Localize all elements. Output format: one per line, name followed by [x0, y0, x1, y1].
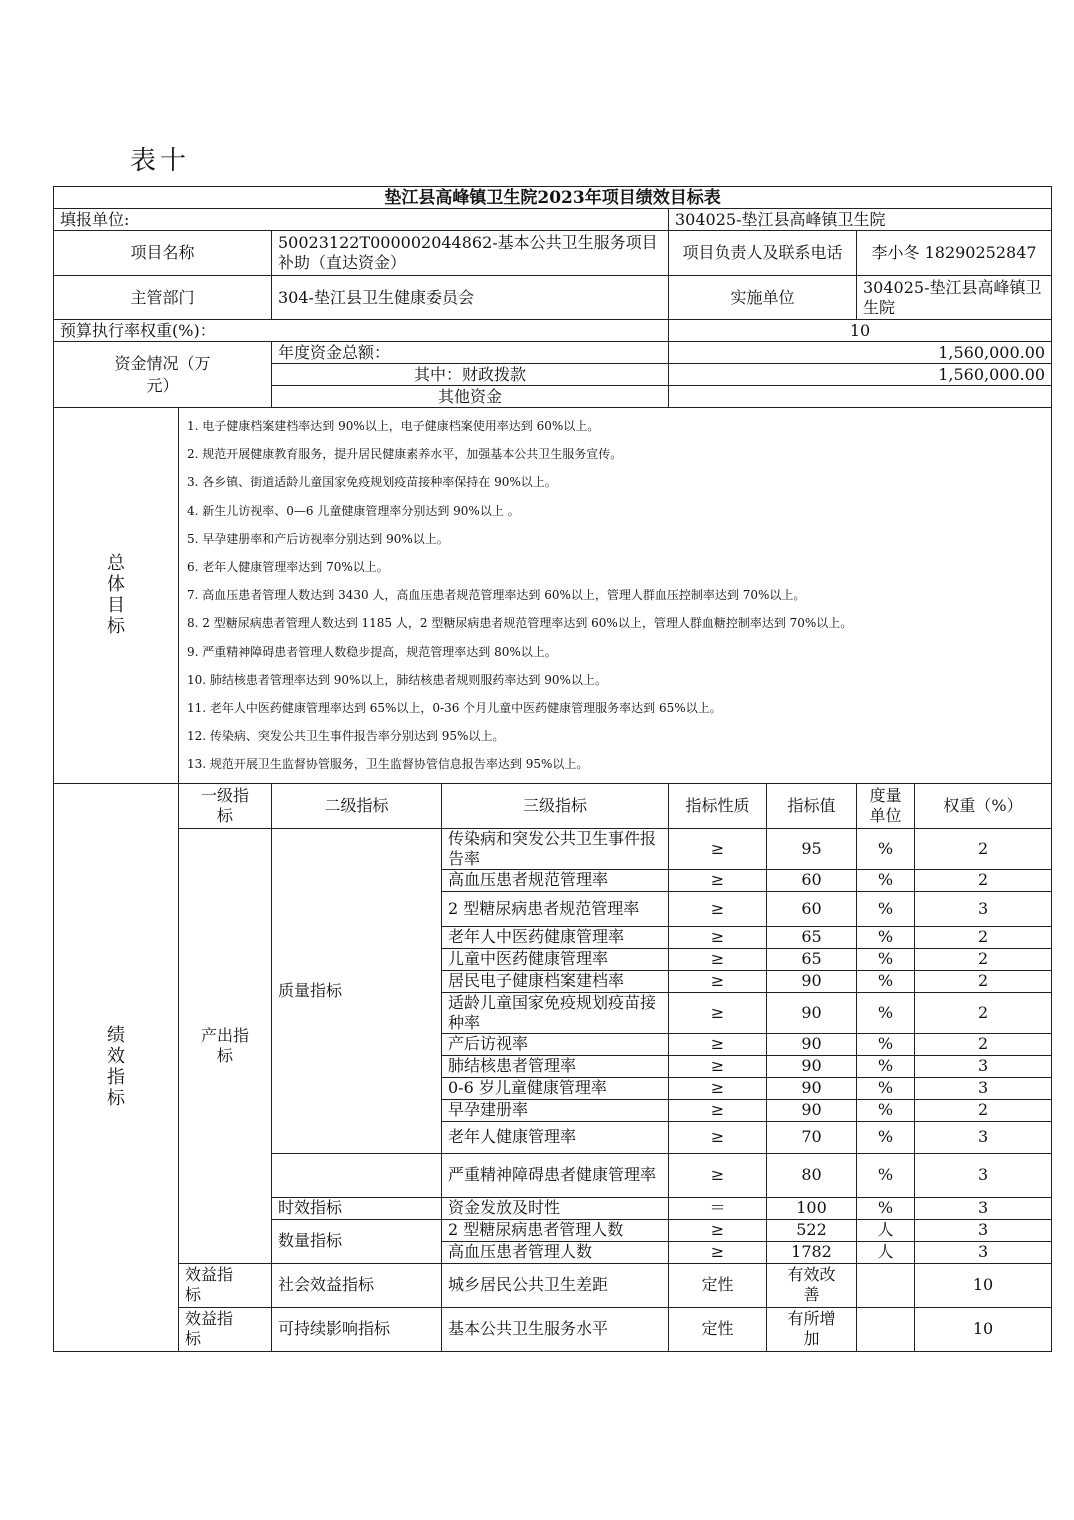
indicator-nature: ≥: [669, 992, 767, 1033]
indicator-name: 老年人中医药健康管理率: [442, 926, 669, 948]
fill-unit-value: 304025-垫江县高峰镇卫生院: [669, 209, 1052, 231]
indicator-value: 90: [767, 1033, 857, 1055]
indicator-weight: 2: [915, 992, 1052, 1033]
funds-fiscal-value: 1,560,000.00: [669, 364, 1052, 386]
indicator-unit: %: [857, 926, 915, 948]
indicator-nature: ＝: [669, 1197, 767, 1219]
indicator-nature: 定性: [669, 1307, 767, 1351]
indicator-weight: 3: [915, 1055, 1052, 1077]
indicator-value: 95: [767, 828, 857, 869]
indicator-weight: 10: [915, 1307, 1052, 1351]
indicator-unit: %: [857, 1077, 915, 1099]
indicator-name: 城乡居民公共卫生差距: [442, 1263, 669, 1307]
benefit-indicator-label: 效益指标: [179, 1307, 272, 1351]
indicator-name: 老年人健康管理率: [442, 1121, 669, 1153]
header-unit: 度量单位: [857, 783, 915, 828]
indicator-value: 65: [767, 926, 857, 948]
goal-item: 6. 老年人健康管理率达到 70%以上。: [187, 560, 389, 575]
goal-item: 5. 早孕建册率和产后访视率分别达到 90%以上。: [187, 531, 449, 546]
indicator-nature: ≥: [669, 970, 767, 992]
indicator-name: 儿童中医药健康管理率: [442, 948, 669, 970]
indicator-name: 2 型糖尿病患者规范管理率: [442, 891, 669, 926]
indicator-weight: 3: [915, 1219, 1052, 1241]
indicator-name: 早孕建册率: [442, 1099, 669, 1121]
perf-indicators-label: 绩效指标: [54, 783, 179, 1351]
indicator-value: 1782: [767, 1241, 857, 1263]
project-name-value: 50023122T000002044862-基本公共卫生服务项目补助（直达资金）: [272, 231, 669, 276]
header-level2: 二级指标: [272, 783, 442, 828]
indicator-unit: 人: [857, 1219, 915, 1241]
indicator-name: 居民电子健康档案建档率: [442, 970, 669, 992]
goal-item: 8. 2 型糖尿病患者管理人数达到 1185 人，2 型糖尿病患者规范管理率达到 60%以上，管理人群血糖控制率达到 70%以上。: [187, 616, 853, 631]
indicator-name: 0-6 岁儿童健康管理率: [442, 1077, 669, 1099]
project-leader-value: 李小冬 18290252847: [857, 231, 1052, 276]
impl-unit-value: 304025-垫江县高峰镇卫生院: [857, 276, 1052, 320]
indicator-value: 70: [767, 1121, 857, 1153]
indicator-value: 65: [767, 948, 857, 970]
indicator-name: 基本公共卫生服务水平: [442, 1307, 669, 1351]
time-indicator-label: 时效指标: [272, 1197, 442, 1219]
page-label: 表十: [130, 146, 191, 176]
quantity-indicator-label: 数量指标: [272, 1219, 442, 1263]
header-weight: 权重（%）: [915, 783, 1052, 828]
indicator-weight: 3: [915, 1121, 1052, 1153]
indicator-name: 2 型糖尿病患者管理人数: [442, 1219, 669, 1241]
indicator-unit: %: [857, 1099, 915, 1121]
indicator-weight: 2: [915, 1033, 1052, 1055]
goal-item: 10. 肺结核患者管理率达到 90%以上，肺结核患者规则服药率达到 90%以上。: [187, 672, 607, 687]
indicator-value: 90: [767, 992, 857, 1033]
indicator-weight: 3: [915, 1241, 1052, 1263]
indicator-value: 有效改善: [767, 1263, 857, 1307]
budget-weight-value: 10: [669, 320, 1052, 342]
indicator-name: 产后访视率: [442, 1033, 669, 1055]
indicator-weight: 3: [915, 1077, 1052, 1099]
goal-item: 13. 规范开展卫生监督协管服务，卫生监督协管信息报告率达到 95%以上。: [187, 757, 589, 772]
funds-other-label: 其他资金: [272, 386, 669, 408]
indicator-weight: 2: [915, 970, 1052, 992]
indicator-nature: ≥: [669, 1033, 767, 1055]
indicator-value: 90: [767, 1077, 857, 1099]
indicator-weight: 10: [915, 1263, 1052, 1307]
indicator-weight: 2: [915, 926, 1052, 948]
indicator-value: 80: [767, 1153, 857, 1197]
sustainable-impact-label: 可持续影响指标: [272, 1307, 442, 1351]
indicator-unit: %: [857, 891, 915, 926]
empty-level2-cell: [272, 1153, 442, 1197]
indicator-name: 传染病和突发公共卫生事件报告率: [442, 828, 669, 869]
goal-item: 12. 传染病、突发公共卫生事件报告率分别达到 95%以上。: [187, 729, 505, 744]
header-level3: 三级指标: [442, 783, 669, 828]
indicator-unit: %: [857, 970, 915, 992]
indicator-unit: %: [857, 948, 915, 970]
indicator-unit: 人: [857, 1241, 915, 1263]
indicator-name: 高血压患者管理人数: [442, 1241, 669, 1263]
indicator-unit: %: [857, 828, 915, 869]
funds-total-label: 年度资金总额：: [272, 342, 669, 364]
header-level1: 一级指标: [179, 783, 272, 828]
indicator-value: 90: [767, 1099, 857, 1121]
indicator-weight: 2: [915, 828, 1052, 869]
indicator-weight: 3: [915, 1153, 1052, 1197]
project-name-label: 项目名称: [54, 231, 272, 276]
indicator-name: 资金发放及时性: [442, 1197, 669, 1219]
indicator-nature: ≥: [669, 1099, 767, 1121]
indicator-value: 522: [767, 1219, 857, 1241]
indicator-value: 90: [767, 970, 857, 992]
funds-other-value: [669, 386, 1052, 408]
indicator-nature: ≥: [669, 891, 767, 926]
indicator-unit: %: [857, 1055, 915, 1077]
goal-item: 11. 老年人中医药健康管理率达到 65%以上，0-36 个月儿童中医药健康管理服务率达到 65%以上。: [187, 701, 722, 716]
goal-item: 3. 各乡镇、街道适龄儿童国家免疫规划疫苗接种率保持在 90%以上。: [187, 475, 557, 490]
funds-label: 资金情况（万元）: [54, 342, 272, 408]
indicator-unit: [857, 1263, 915, 1307]
funds-total-value: 1,560,000.00: [669, 342, 1052, 364]
indicator-weight: 2: [915, 1099, 1052, 1121]
goal-item: 9. 严重精神障碍患者管理人数稳步提高，规范管理率达到 80%以上。: [187, 644, 557, 659]
indicator-nature: ≥: [669, 1077, 767, 1099]
indicator-name: 肺结核患者管理率: [442, 1055, 669, 1077]
indicator-value: 有所增加: [767, 1307, 857, 1351]
project-leader-label: 项目负责人及联系电话: [669, 231, 857, 276]
indicator-nature: ≥: [669, 948, 767, 970]
indicator-value: 60: [767, 869, 857, 891]
budget-weight-label: 预算执行率权重(%)：: [54, 320, 669, 342]
indicator-value: 90: [767, 1055, 857, 1077]
impl-unit-label: 实施单位: [669, 276, 857, 320]
indicator-name: 高血压患者规范管理率: [442, 869, 669, 891]
indicator-name: 严重精神障碍患者健康管理率: [442, 1153, 669, 1197]
indicator-nature: ≥: [669, 1241, 767, 1263]
goal-item: 1. 电子健康档案建档率达到 90%以上，电子健康档案使用率达到 60%以上。: [187, 419, 600, 433]
header-value: 指标值: [767, 783, 857, 828]
indicator-weight: 2: [915, 948, 1052, 970]
indicator-unit: [857, 1307, 915, 1351]
indicator-weight: 3: [915, 1197, 1052, 1219]
indicator-unit: %: [857, 1153, 915, 1197]
indicator-weight: 2: [915, 869, 1052, 891]
performance-target-table: [53, 186, 1052, 1352]
indicator-nature: 定性: [669, 1263, 767, 1307]
table-title: 垫江县高峰镇卫生院2023年项目绩效目标表: [54, 187, 1052, 209]
indicator-nature: ≥: [669, 828, 767, 869]
goal-item: 2. 规范开展健康教育服务，提升居民健康素养水平，加强基本公共卫生服务宣传。: [187, 447, 623, 462]
overall-goals-list: [179, 408, 1052, 784]
indicator-nature: ≥: [669, 926, 767, 948]
indicator-name: 适龄儿童国家免疫规划疫苗接种率: [442, 992, 669, 1033]
overall-goals-label: 总体目标: [54, 408, 179, 784]
indicator-unit: %: [857, 1121, 915, 1153]
header-nature: 指标性质: [669, 783, 767, 828]
output-indicator-label: 产出指标: [179, 828, 272, 1263]
indicator-nature: ≥: [669, 1121, 767, 1153]
indicator-unit: %: [857, 1033, 915, 1055]
indicator-nature: ≥: [669, 1055, 767, 1077]
funds-fiscal-label: 其中：财政拨款: [272, 364, 669, 386]
indicator-value: 60: [767, 891, 857, 926]
indicator-unit: %: [857, 1197, 915, 1219]
indicator-nature: ≥: [669, 869, 767, 891]
social-benefit-label: 社会效益指标: [272, 1263, 442, 1307]
quality-indicator-label: 质量指标: [272, 828, 442, 1153]
indicator-weight: 3: [915, 891, 1052, 926]
indicator-unit: %: [857, 869, 915, 891]
goal-item: 7. 高血压患者管理人数达到 3430 人，高血压患者规范管理率达到 60%以上，管理人群血压控制率达到 70%以上。: [187, 588, 806, 603]
indicator-nature: ≥: [669, 1153, 767, 1197]
goal-item: 4. 新生儿访视率、0—6 儿童健康管理率分别达到 90%以上 。: [187, 503, 520, 518]
indicator-value: 100: [767, 1197, 857, 1219]
indicator-unit: %: [857, 992, 915, 1033]
dept-label: 主管部门: [54, 276, 272, 320]
benefit-indicator-label: 效益指标: [179, 1263, 272, 1307]
dept-value: 304-垫江县卫生健康委员会: [272, 276, 669, 320]
fill-unit-label: 填报单位:: [54, 209, 669, 231]
indicator-nature: ≥: [669, 1219, 767, 1241]
